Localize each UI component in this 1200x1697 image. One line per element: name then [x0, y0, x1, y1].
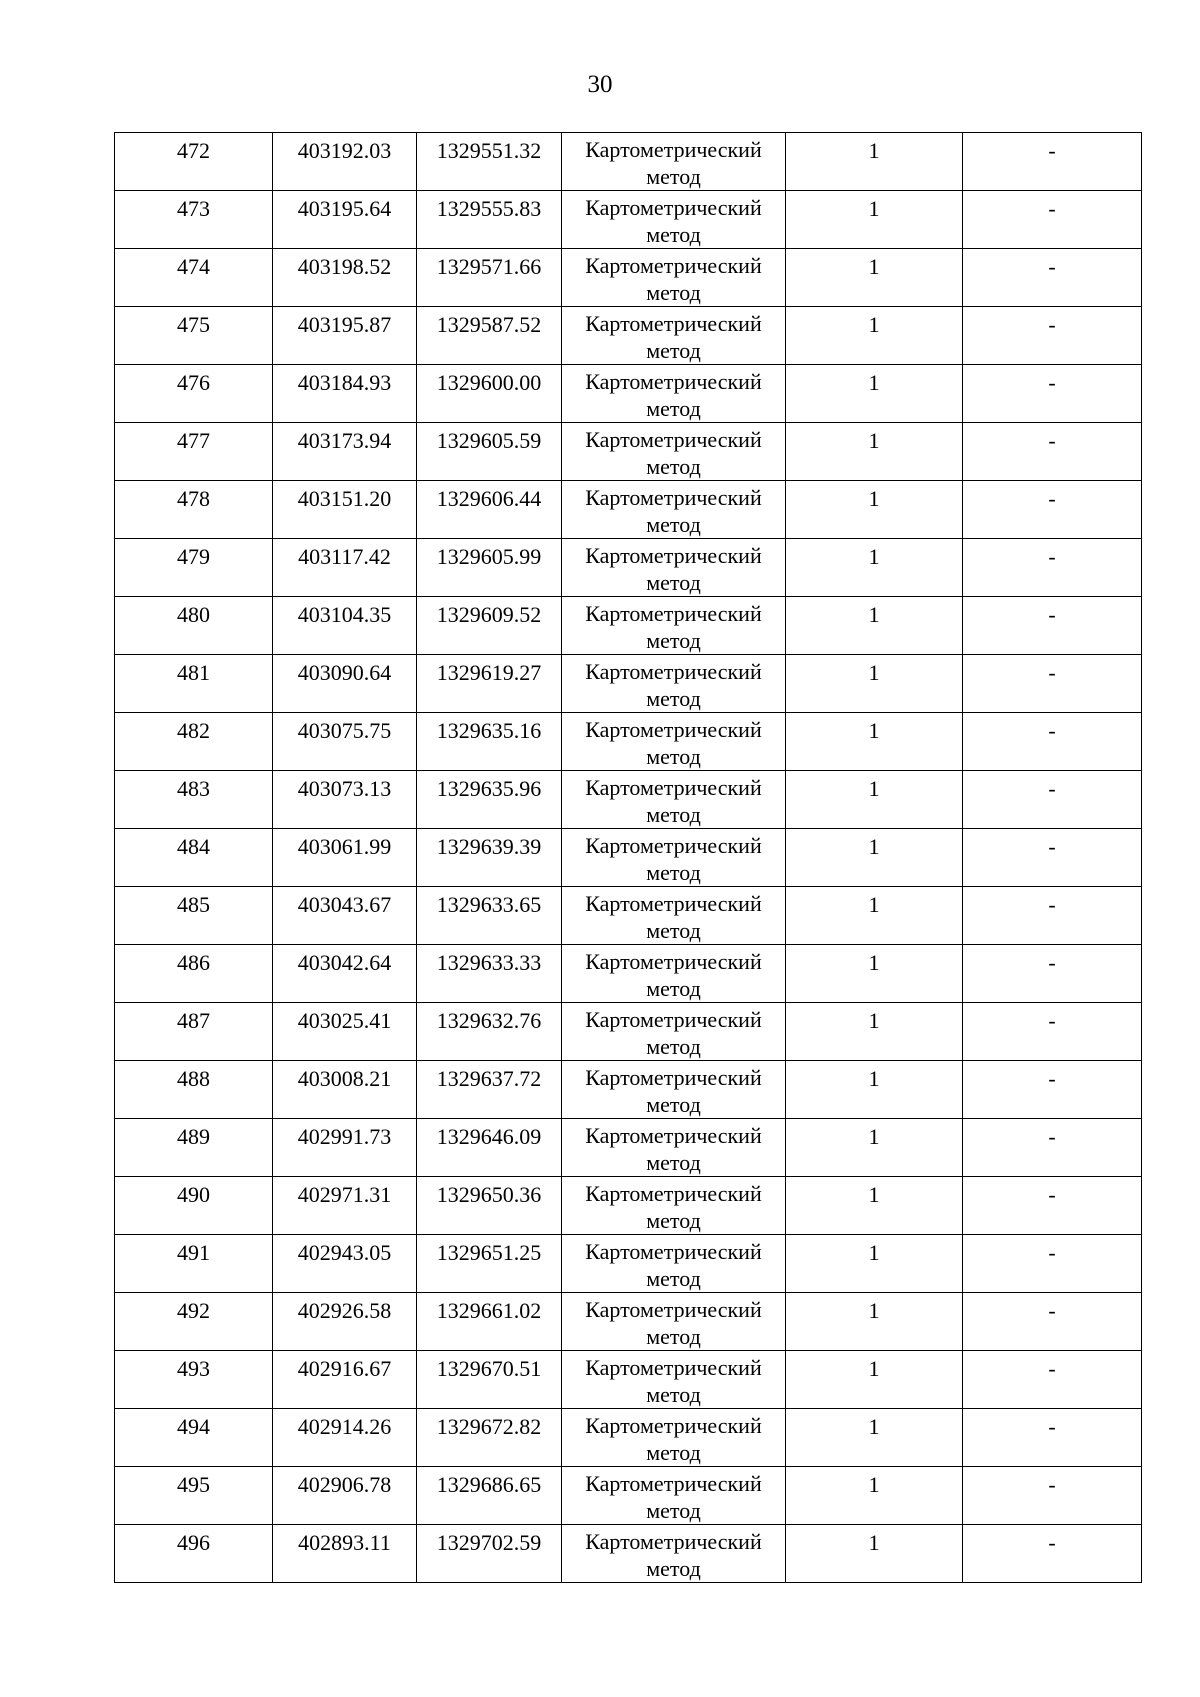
y-coordinate-cell: 1329619.27: [417, 655, 562, 713]
table-row: [115, 133, 1142, 191]
method-cell: [562, 191, 786, 249]
x-coordinate-cell: 403075.75: [273, 713, 417, 771]
point-number-cell: 477: [115, 423, 273, 481]
description-cell: -: [963, 307, 1142, 365]
point-number-cell: 496: [115, 1525, 273, 1583]
method-cell: [562, 1409, 786, 1467]
y-coordinate-cell: 1329635.16: [417, 713, 562, 771]
method-cell: [562, 1351, 786, 1409]
table-row: [115, 365, 1142, 423]
description-cell: -: [963, 771, 1142, 829]
method-text: Картометрический метод: [585, 1123, 762, 1175]
accuracy-cell: 1: [786, 1467, 963, 1525]
method-text: Картометрический метод: [585, 485, 762, 537]
method-text: Картометрический метод: [585, 137, 762, 189]
method-text: Картометрический метод: [585, 311, 762, 363]
x-coordinate-cell: 403117.42: [273, 539, 417, 597]
x-coordinate-cell: 403192.03: [273, 133, 417, 191]
accuracy-cell: 1: [786, 423, 963, 481]
accuracy-cell: 1: [786, 945, 963, 1003]
method-cell: [562, 713, 786, 771]
point-number-cell: 493: [115, 1351, 273, 1409]
point-number-cell: 484: [115, 829, 273, 887]
table-row: [115, 1525, 1142, 1583]
y-coordinate-cell: 1329632.76: [417, 1003, 562, 1061]
method-cell: [562, 481, 786, 539]
y-coordinate-cell: 1329605.59: [417, 423, 562, 481]
y-coordinate-cell: 1329672.82: [417, 1409, 562, 1467]
method-text: Картометрический метод: [585, 1007, 762, 1059]
accuracy-cell: 1: [786, 191, 963, 249]
x-coordinate-cell: 403073.13: [273, 771, 417, 829]
point-number-cell: 494: [115, 1409, 273, 1467]
accuracy-cell: 1: [786, 133, 963, 191]
description-cell: -: [963, 655, 1142, 713]
accuracy-cell: 1: [786, 887, 963, 945]
method-cell: [562, 1061, 786, 1119]
table-row: [115, 481, 1142, 539]
table-row: [115, 1409, 1142, 1467]
x-coordinate-cell: 403195.87: [273, 307, 417, 365]
y-coordinate-cell: 1329600.00: [417, 365, 562, 423]
x-coordinate-cell: 403104.35: [273, 597, 417, 655]
method-text: Картометрический метод: [585, 833, 762, 885]
table-row: [115, 191, 1142, 249]
x-coordinate-cell: 402971.31: [273, 1177, 417, 1235]
y-coordinate-cell: 1329651.25: [417, 1235, 562, 1293]
x-coordinate-cell: 402914.26: [273, 1409, 417, 1467]
y-coordinate-cell: 1329686.65: [417, 1467, 562, 1525]
method-cell: [562, 597, 786, 655]
method-cell: [562, 945, 786, 1003]
table-row: [115, 1467, 1142, 1525]
y-coordinate-cell: 1329555.83: [417, 191, 562, 249]
description-cell: -: [963, 829, 1142, 887]
description-cell: -: [963, 1235, 1142, 1293]
y-coordinate-cell: 1329609.52: [417, 597, 562, 655]
x-coordinate-cell: 403173.94: [273, 423, 417, 481]
description-cell: -: [963, 481, 1142, 539]
description-cell: -: [963, 1409, 1142, 1467]
accuracy-cell: 1: [786, 1003, 963, 1061]
table-row: [115, 539, 1142, 597]
description-cell: -: [963, 945, 1142, 1003]
method-cell: [562, 249, 786, 307]
y-coordinate-cell: 1329639.39: [417, 829, 562, 887]
description-cell: -: [963, 539, 1142, 597]
point-number-cell: 487: [115, 1003, 273, 1061]
method-text: Картометрический метод: [585, 891, 762, 943]
coordinates-table-body: [115, 133, 1142, 1583]
description-cell: -: [963, 191, 1142, 249]
method-text: Картометрический метод: [585, 1471, 762, 1523]
point-number-cell: 489: [115, 1119, 273, 1177]
accuracy-cell: 1: [786, 597, 963, 655]
description-cell: -: [963, 1351, 1142, 1409]
method-cell: [562, 887, 786, 945]
x-coordinate-cell: 403195.64: [273, 191, 417, 249]
method-cell: [562, 1003, 786, 1061]
table-row: [115, 713, 1142, 771]
y-coordinate-cell: 1329606.44: [417, 481, 562, 539]
description-cell: -: [963, 1467, 1142, 1525]
description-cell: -: [963, 1525, 1142, 1583]
x-coordinate-cell: 402991.73: [273, 1119, 417, 1177]
point-number-cell: 486: [115, 945, 273, 1003]
description-cell: -: [963, 423, 1142, 481]
description-cell: -: [963, 1177, 1142, 1235]
table-row: [115, 597, 1142, 655]
y-coordinate-cell: 1329633.65: [417, 887, 562, 945]
table-row: [115, 1003, 1142, 1061]
x-coordinate-cell: 403151.20: [273, 481, 417, 539]
y-coordinate-cell: 1329605.99: [417, 539, 562, 597]
description-cell: -: [963, 249, 1142, 307]
accuracy-cell: 1: [786, 539, 963, 597]
accuracy-cell: 1: [786, 655, 963, 713]
x-coordinate-cell: 402943.05: [273, 1235, 417, 1293]
method-text: Картометрический метод: [585, 1065, 762, 1117]
point-number-cell: 491: [115, 1235, 273, 1293]
y-coordinate-cell: 1329702.59: [417, 1525, 562, 1583]
table-row: [115, 1235, 1142, 1293]
method-cell: [562, 771, 786, 829]
description-cell: -: [963, 133, 1142, 191]
y-coordinate-cell: 1329587.52: [417, 307, 562, 365]
y-coordinate-cell: 1329635.96: [417, 771, 562, 829]
method-text: Картометрический метод: [585, 1413, 762, 1465]
y-coordinate-cell: 1329646.09: [417, 1119, 562, 1177]
x-coordinate-cell: 403043.67: [273, 887, 417, 945]
method-cell: [562, 539, 786, 597]
accuracy-cell: 1: [786, 829, 963, 887]
point-number-cell: 485: [115, 887, 273, 945]
point-number-cell: 490: [115, 1177, 273, 1235]
point-number-cell: 473: [115, 191, 273, 249]
accuracy-cell: 1: [786, 1293, 963, 1351]
accuracy-cell: 1: [786, 481, 963, 539]
point-number-cell: 479: [115, 539, 273, 597]
method-cell: [562, 365, 786, 423]
table-row: [115, 945, 1142, 1003]
x-coordinate-cell: 402916.67: [273, 1351, 417, 1409]
y-coordinate-cell: 1329551.32: [417, 133, 562, 191]
x-coordinate-cell: 403090.64: [273, 655, 417, 713]
method-cell: [562, 1119, 786, 1177]
method-text: Картометрический метод: [585, 369, 762, 421]
point-number-cell: 472: [115, 133, 273, 191]
accuracy-cell: 1: [786, 771, 963, 829]
table-row: [115, 887, 1142, 945]
y-coordinate-cell: 1329650.36: [417, 1177, 562, 1235]
y-coordinate-cell: 1329571.66: [417, 249, 562, 307]
x-coordinate-cell: 403025.41: [273, 1003, 417, 1061]
point-number-cell: 483: [115, 771, 273, 829]
description-cell: -: [963, 887, 1142, 945]
table-row: [115, 1061, 1142, 1119]
accuracy-cell: 1: [786, 1061, 963, 1119]
method-cell: [562, 1177, 786, 1235]
accuracy-cell: 1: [786, 365, 963, 423]
accuracy-cell: 1: [786, 1177, 963, 1235]
accuracy-cell: 1: [786, 249, 963, 307]
method-text: Картометрический метод: [585, 659, 762, 711]
point-number-cell: 475: [115, 307, 273, 365]
accuracy-cell: 1: [786, 307, 963, 365]
table-row: [115, 307, 1142, 365]
accuracy-cell: 1: [786, 1351, 963, 1409]
y-coordinate-cell: 1329637.72: [417, 1061, 562, 1119]
x-coordinate-cell: 402906.78: [273, 1467, 417, 1525]
method-text: Картометрический метод: [585, 1297, 762, 1349]
method-text: Картометрический метод: [585, 717, 762, 769]
y-coordinate-cell: 1329670.51: [417, 1351, 562, 1409]
table-row: [115, 1119, 1142, 1177]
method-text: Картометрический метод: [585, 1529, 762, 1581]
method-text: Картометрический метод: [585, 775, 762, 827]
table-row: [115, 423, 1142, 481]
method-cell: [562, 1467, 786, 1525]
method-cell: [562, 307, 786, 365]
description-cell: -: [963, 597, 1142, 655]
method-text: Картометрический метод: [585, 543, 762, 595]
method-text: Картометрический метод: [585, 1181, 762, 1233]
table-row: [115, 1177, 1142, 1235]
table-row: [115, 1293, 1142, 1351]
page-number: 30: [587, 71, 613, 98]
method-cell: [562, 1293, 786, 1351]
method-text: Картометрический метод: [585, 1239, 762, 1291]
table-row: [115, 829, 1142, 887]
accuracy-cell: 1: [786, 1409, 963, 1467]
point-number-cell: 478: [115, 481, 273, 539]
method-text: Картометрический метод: [585, 253, 762, 305]
x-coordinate-cell: 403008.21: [273, 1061, 417, 1119]
accuracy-cell: 1: [786, 713, 963, 771]
method-cell: [562, 829, 786, 887]
method-text: Картометрический метод: [585, 195, 762, 247]
point-number-cell: 495: [115, 1467, 273, 1525]
description-cell: -: [963, 1119, 1142, 1177]
description-cell: -: [963, 365, 1142, 423]
x-coordinate-cell: 402893.11: [273, 1525, 417, 1583]
coordinates-table: [114, 132, 1142, 1583]
method-text: Картометрический метод: [585, 427, 762, 479]
method-cell: [562, 423, 786, 481]
table-row: [115, 1351, 1142, 1409]
description-cell: -: [963, 713, 1142, 771]
method-cell: [562, 133, 786, 191]
accuracy-cell: 1: [786, 1525, 963, 1583]
table-row: [115, 771, 1142, 829]
method-text: Картометрический метод: [585, 1355, 762, 1407]
point-number-cell: 482: [115, 713, 273, 771]
x-coordinate-cell: 402926.58: [273, 1293, 417, 1351]
point-number-cell: 481: [115, 655, 273, 713]
y-coordinate-cell: 1329633.33: [417, 945, 562, 1003]
point-number-cell: 474: [115, 249, 273, 307]
method-text: Картометрический метод: [585, 601, 762, 653]
description-cell: -: [963, 1003, 1142, 1061]
point-number-cell: 488: [115, 1061, 273, 1119]
description-cell: -: [963, 1061, 1142, 1119]
x-coordinate-cell: 403061.99: [273, 829, 417, 887]
method-cell: [562, 1235, 786, 1293]
y-coordinate-cell: 1329661.02: [417, 1293, 562, 1351]
x-coordinate-cell: 403198.52: [273, 249, 417, 307]
point-number-cell: 492: [115, 1293, 273, 1351]
method-cell: [562, 1525, 786, 1583]
description-cell: -: [963, 1293, 1142, 1351]
method-text: Картометрический метод: [585, 949, 762, 1001]
accuracy-cell: 1: [786, 1235, 963, 1293]
x-coordinate-cell: 403042.64: [273, 945, 417, 1003]
x-coordinate-cell: 403184.93: [273, 365, 417, 423]
point-number-cell: 476: [115, 365, 273, 423]
method-cell: [562, 655, 786, 713]
table-row: [115, 249, 1142, 307]
point-number-cell: 480: [115, 597, 273, 655]
accuracy-cell: 1: [786, 1119, 963, 1177]
table-row: [115, 655, 1142, 713]
